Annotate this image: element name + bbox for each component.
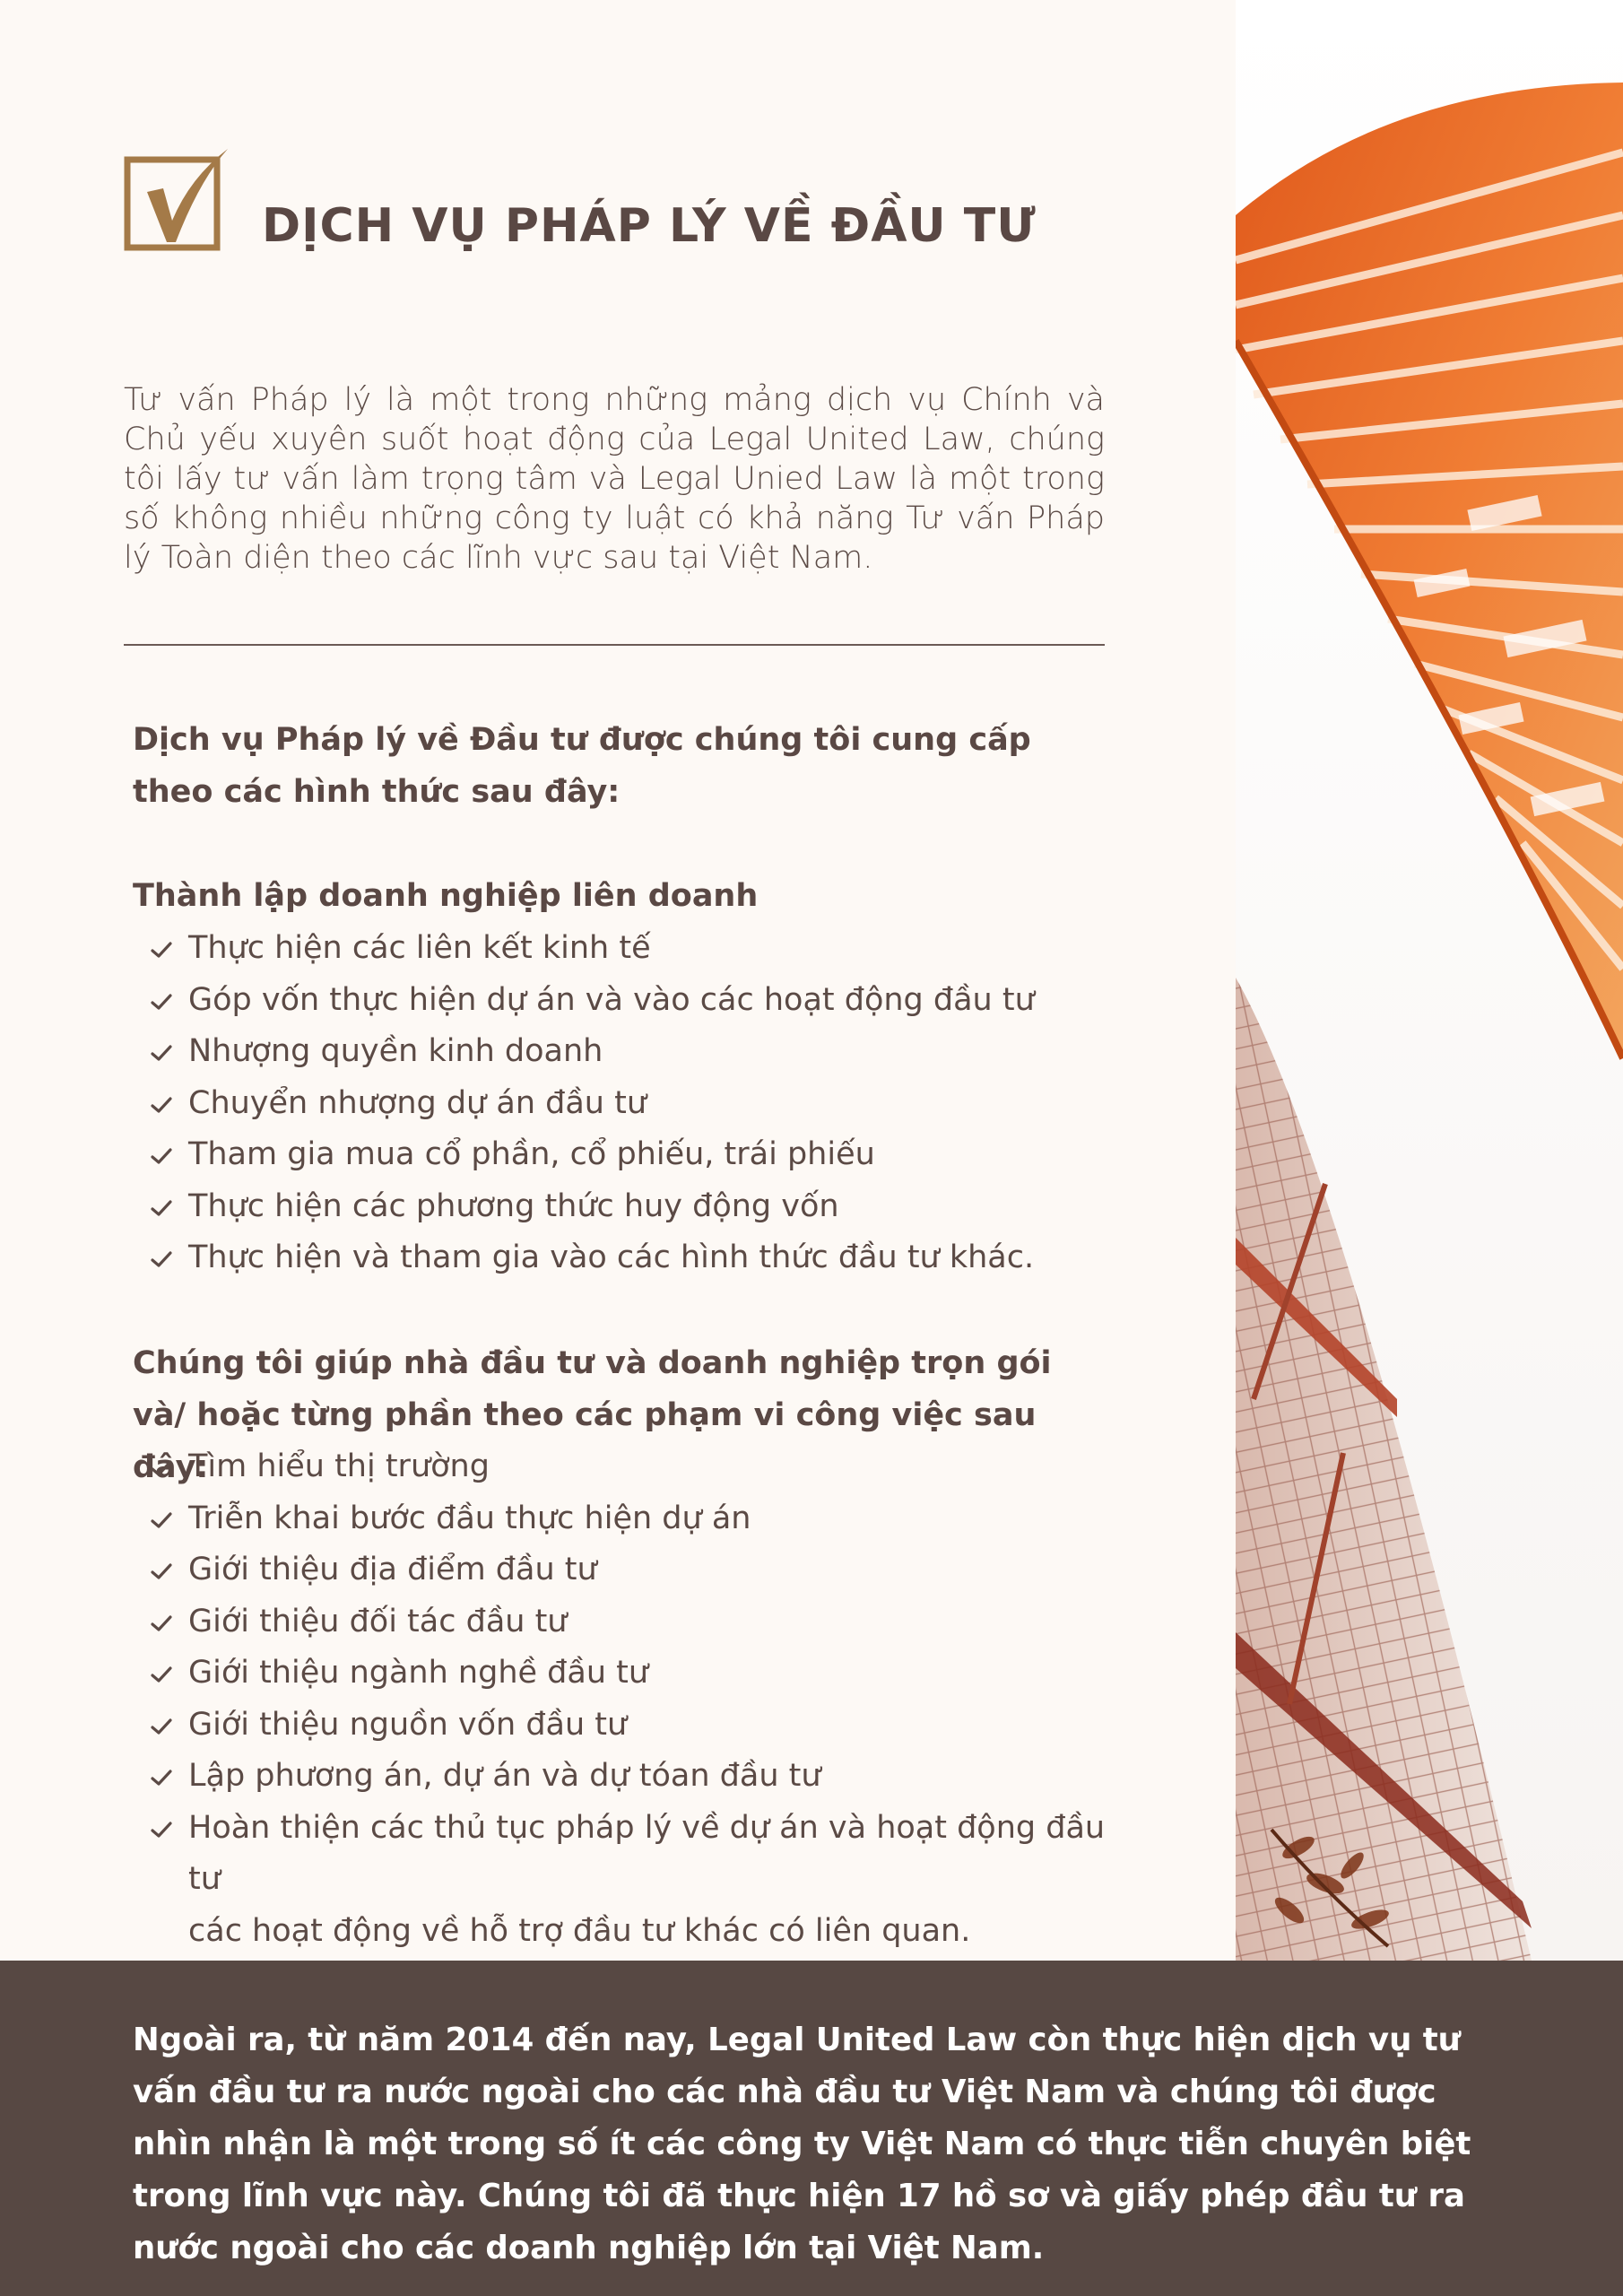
list-item bbox=[151, 1648, 1137, 1700]
list-item bbox=[151, 1700, 1137, 1752]
checkmark-icon bbox=[151, 942, 172, 960]
section2-heading: Chúng tôi giúp nhà đầu tư và doanh nghiệp trọn gói và/ hoặc từng phần theo các phạm vi công việc sau đây: bbox=[133, 1345, 1052, 1485]
list-item bbox=[151, 1129, 1137, 1181]
list-item bbox=[151, 1441, 1137, 1493]
checkmark-icon bbox=[151, 1615, 172, 1633]
list-item-text: Lập phương án, dự án và dự tóan đầu tư bbox=[188, 1758, 821, 1794]
section1-lead: Dịch vụ Pháp lý về Đầu tư được chúng tôi cung cấp theo các hình thức sau đây: bbox=[133, 722, 1031, 810]
list-item-text: Giới thiệu đối tác đầu tư bbox=[188, 1603, 568, 1639]
section1-list bbox=[151, 923, 1137, 1284]
checkmark-icon bbox=[151, 1148, 172, 1166]
list-item bbox=[151, 1026, 1137, 1078]
list-item bbox=[151, 1232, 1137, 1284]
list-item-text: Tham gia mua cổ phần, cổ phiếu, trái phiếu bbox=[188, 1136, 875, 1172]
checkmark-icon bbox=[151, 1460, 172, 1478]
footer-banner bbox=[0, 1961, 1623, 2296]
list-item bbox=[151, 975, 1137, 1027]
list-item bbox=[151, 923, 1137, 975]
list-item bbox=[151, 1803, 1137, 1906]
list-item-text: các hoạt động về hỗ trợ đầu tư khác có liên quan. bbox=[188, 1912, 971, 1949]
list-item-text: Tìm hiểu thị trường bbox=[188, 1448, 490, 1484]
list-item-continuation bbox=[151, 1906, 1137, 1958]
section-divider bbox=[124, 644, 1105, 646]
list-item bbox=[151, 1181, 1137, 1233]
list-item-text: Thực hiện các liên kết kinh tế bbox=[188, 930, 651, 966]
list-item-text: Giới thiệu nguồn vốn đầu tư bbox=[188, 1706, 628, 1743]
section2-list bbox=[151, 1441, 1137, 1957]
list-item-text: Nhượng quyền kinh doanh bbox=[188, 1033, 603, 1069]
list-item-text: Thực hiện và tham gia vào các hình thức đầu tư khác. bbox=[188, 1239, 1035, 1275]
checkmark-icon bbox=[151, 1200, 172, 1218]
list-item bbox=[151, 1596, 1137, 1648]
page-title: DỊCH VỤ PHÁP LÝ VỀ ĐẦU TƯ bbox=[262, 199, 1037, 253]
checkmark-icon bbox=[151, 1718, 172, 1736]
checkmark-icon bbox=[151, 1822, 172, 1839]
skyscraper-photo bbox=[1236, 0, 1623, 1961]
checkbox-check-icon bbox=[124, 145, 231, 253]
checkmark-icon bbox=[151, 1097, 172, 1115]
list-item-text: Chuyển nhượng dự án đầu tư bbox=[188, 1084, 647, 1121]
footer-text: Ngoài ra, từ năm 2014 đến nay, Legal United Law còn thực hiện dịch vụ tư vấn đầu tư ra nước ngoài cho các nhà đầu tư Việt Nam và chúng tôi được nhìn nhận là một trong số ít các công ty Việt Nam có thực tiễn chuyên biệt trong lĩnh vực này. Chúng tôi đã thực hiện 17 hồ sơ và giấy phép đầu tư ra nước ngoài cho các doanh nghiệp lớn tại Việt Nam. bbox=[133, 2022, 1471, 2266]
list-item-text: Giới thiệu địa điểm đầu tư bbox=[188, 1552, 597, 1587]
checkmark-icon bbox=[151, 1666, 172, 1684]
list-item-text: Góp vốn thực hiện dự án và vào các hoạt động đầu tư bbox=[188, 981, 1035, 1018]
list-item bbox=[151, 1544, 1137, 1596]
checkmark-icon bbox=[151, 1251, 172, 1269]
checkmark-icon bbox=[151, 1512, 172, 1530]
list-item-text: Triễn khai bước đầu thực hiện dự án bbox=[188, 1500, 751, 1536]
list-item-text: Hoàn thiện các thủ tục pháp lý về dự án và hoạt động đầu tư bbox=[188, 1809, 1106, 1897]
list-item bbox=[151, 1078, 1137, 1130]
checkmark-icon bbox=[151, 994, 172, 1012]
list-item-text: Giới thiệu ngành nghề đầu tư bbox=[188, 1655, 649, 1691]
checkmark-icon bbox=[151, 1045, 172, 1063]
checkmark-icon bbox=[151, 1563, 172, 1581]
list-item bbox=[151, 1493, 1137, 1545]
section1-heading: Thành lập doanh nghiệp liên doanh bbox=[133, 878, 759, 914]
list-item-text: Thực hiện các phương thức huy động vốn bbox=[188, 1187, 839, 1224]
intro-paragraph: Tư vấn Pháp lý là một trong những mảng dịch vụ Chính và Chủ yếu xuyên suốt hoạt động của Legal United Law, chúng tôi lấy tư vấn làm trọng tâm và Legal Unied Law là một trong số không nhiều những công ty luật có khả năng Tư vấn Pháp lý Toàn diện theo các lĩnh vực sau tại Việt Nam. bbox=[124, 382, 1105, 576]
list-item bbox=[151, 1751, 1137, 1803]
checkmark-icon bbox=[151, 1770, 172, 1787]
